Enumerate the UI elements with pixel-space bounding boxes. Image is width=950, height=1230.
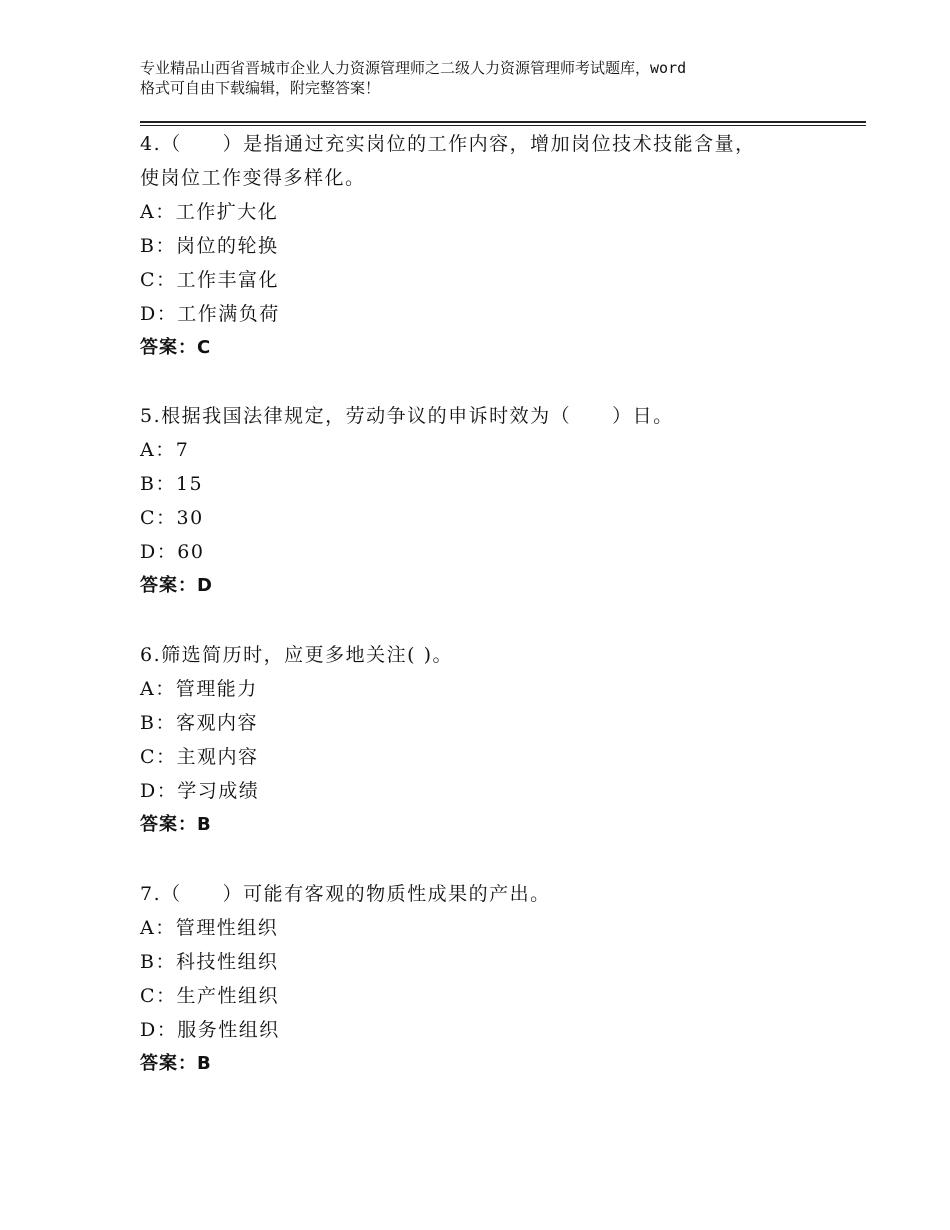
option-a: A：7 [140,439,190,461]
option-d: D：60 [140,541,205,563]
answer-label: 答案：B [140,814,212,835]
header-line-1: 专业精品山西省晋城市企业人力资源管理师之二级人力资源管理师考试题库，word [140,59,687,77]
question-6 [140,638,840,842]
question-stem-line: 使岗位工作变得多样化。 [140,167,366,189]
option-d: D：服务性组织 [140,1019,280,1041]
question-stem-line: 7.（ ）可能有客观的物质性成果的产出。 [140,883,551,905]
header-line-2: 格式可自由下载编辑，附完整答案！ [140,79,381,97]
header-divider-thin [140,125,866,126]
document-header [140,58,840,98]
answer-label: 答案：C [140,337,212,358]
option-b: B：客观内容 [140,712,258,734]
answer-label: 答案：B [140,1053,212,1074]
option-a: A：工作扩大化 [140,201,279,223]
question-4 [140,127,840,365]
question-stem-line: 5.根据我国法律规定，劳动争议的申诉时效为（ ）日。 [140,405,674,427]
option-d: D：学习成绩 [140,780,260,802]
option-b: B：科技性组织 [140,951,279,973]
option-c: C：主观内容 [140,746,259,768]
option-a: A：管理性组织 [140,917,279,939]
option-a: A：管理能力 [140,678,258,700]
option-c: C：生产性组织 [140,985,280,1007]
option-b: B：15 [140,473,204,495]
question-stem-line: 6.筛选简历时，应更多地关注( )。 [140,644,453,666]
header-divider-thick [140,121,866,123]
option-b: B：岗位的轮换 [140,235,279,257]
option-c: C：工作丰富化 [140,269,280,291]
question-7 [140,877,840,1081]
option-d: D：工作满负荷 [140,303,280,325]
option-c: C：30 [140,507,204,529]
question-stem-line: 4.（ ）是指通过充实岗位的工作内容，增加岗位技术技能含量， [140,133,756,155]
answer-label: 答案：D [140,575,213,596]
question-5 [140,399,840,603]
